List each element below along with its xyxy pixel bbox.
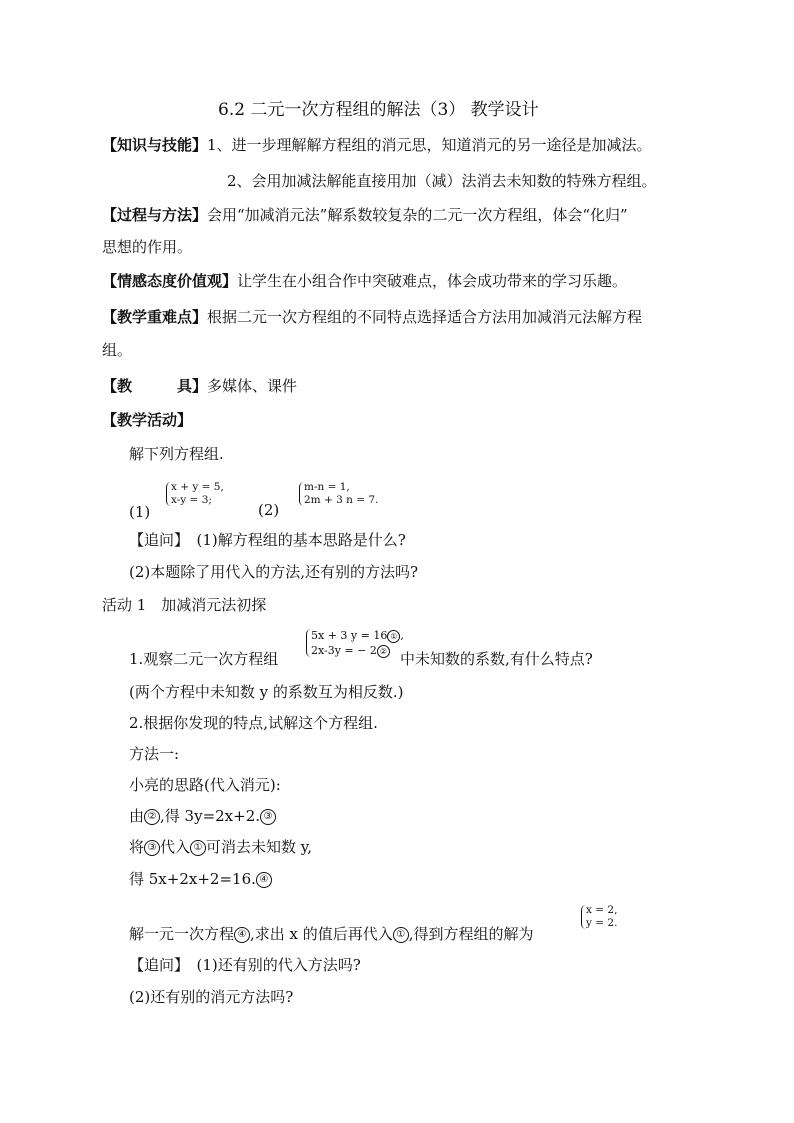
method-1-label: 方法一: <box>129 745 180 763</box>
circled-number-3: ③ <box>144 840 160 856</box>
question-3-text: (1)还有别的代入方法吗? <box>196 956 361 974</box>
solution-system <box>581 904 617 930</box>
circled-number-1: ① <box>393 927 409 943</box>
activity-1-title: 活动 1 加减消元法初探 <box>102 596 267 614</box>
step-1: 由 ② ,得 3y=2x+2. ③ <box>129 806 276 826</box>
left-brace <box>306 629 311 657</box>
knowledge-label: 【知识与技能】 <box>102 136 208 154</box>
solve-row: 解一元一次方程 ④ ,求出 x 的值后再代入 ① ,得到方程组的解为 <box>129 925 534 943</box>
circled-number-4: ④ <box>234 927 250 943</box>
process-row-1 <box>102 205 628 225</box>
step-2: 将 ③ 代入 ① 可消去未知数 y, <box>129 838 313 856</box>
activity-intro: 解下列方程组. <box>129 445 224 463</box>
process-text-1: 会用“加减消元法”解系数较复杂的二元一次方程组，体会“化归” <box>207 206 628 224</box>
problem-1-label: (1) <box>129 503 151 521</box>
doc-title: 6.2 二元一次方程组的解法（3） 教学设计 <box>218 100 539 120</box>
problem-1-system <box>166 481 224 507</box>
tools-label: 【教 具】 <box>102 377 208 395</box>
try-text: 2.根据你发现的特点,试解这个方程组. <box>129 714 378 732</box>
problem-2-eq-1: m-n = 1, <box>304 481 350 493</box>
circled-number-2: ② <box>144 809 160 825</box>
solution-eq-2: y = 2. <box>586 917 618 929</box>
emotion-row <box>102 271 627 291</box>
problem-1-eq-1: x + y = 5, <box>171 481 224 493</box>
circled-number-1: ① <box>190 840 206 856</box>
question-1-row <box>129 530 406 550</box>
question-4-text: (2)还有别的消元方法吗? <box>129 988 294 1006</box>
problem-2-eq-2: 2m + 3 n = 7. <box>304 494 379 506</box>
circled-number-4: ④ <box>256 872 272 888</box>
question-3-row <box>129 955 361 975</box>
circled-number-3: ③ <box>260 809 276 825</box>
keypoint-text-1: 根据二元一次方程组的不同特点选择适合方法用加减消元法解方程 <box>207 308 643 326</box>
knowledge-row-1 <box>102 135 652 155</box>
activity-label: 【教学活动】 <box>102 411 193 429</box>
circled-number-1: ① <box>387 630 400 643</box>
left-brace <box>166 482 171 506</box>
tools-row <box>102 376 297 396</box>
answer-text: (两个方程中未知数 y 的系数互为相反数.) <box>129 683 404 701</box>
keypoint-row-2: 组。 <box>102 341 133 359</box>
knowledge-row-2: 2、会用加减法解能直接用加（减）法消去未知数的特殊方程组。 <box>227 172 657 190</box>
system-eq-2: 2x-3y = − 2 ② <box>306 643 404 658</box>
question-1-text: (1)解方程组的基本思路是什么? <box>196 531 406 549</box>
system-eq-1: 5x + 3 y = 16 ① , <box>311 629 404 642</box>
left-brace <box>299 482 304 506</box>
problem-2-system <box>299 481 378 507</box>
circled-number-2: ② <box>377 645 390 658</box>
knowledge-text-1: 1、进一步理解解方程组的消元思，知道消元的另一途径是加减法。 <box>207 136 652 154</box>
process-label: 【过程与方法】 <box>102 206 208 224</box>
tools-text: 多媒体、课件 <box>207 377 298 395</box>
observe-post: 中未知数的系数,有什么特点? <box>400 650 593 668</box>
keypoint-label: 【教学重难点】 <box>102 308 208 326</box>
idea-text: 小亮的思路(代入消元): <box>129 776 281 794</box>
process-row-2: 思想的作用。 <box>102 238 193 256</box>
emotion-text: 让学生在小组合作中突破难点，体会成功带来的学习乐趣。 <box>237 272 628 290</box>
left-brace <box>581 905 586 929</box>
observe-system <box>306 628 404 658</box>
solution-eq-1: x = 2, <box>586 904 618 916</box>
question-1-label: 【追问】 <box>129 531 182 549</box>
emotion-label: 【情感态度价值观】 <box>102 272 238 290</box>
question-3-label: 【追问】 <box>129 956 182 974</box>
problem-1-eq-2: x-y = 3; <box>171 494 212 506</box>
step-3: 得 5x+2x+2=16. ④ <box>129 869 272 889</box>
keypoint-row-1 <box>102 307 642 327</box>
question-2-text: (2)本题除了用代入的方法,还有别的方法吗? <box>129 563 419 581</box>
problem-2-label: (2) <box>258 501 280 519</box>
observe-pre: 1.观察二元一次方程组 <box>129 650 279 668</box>
